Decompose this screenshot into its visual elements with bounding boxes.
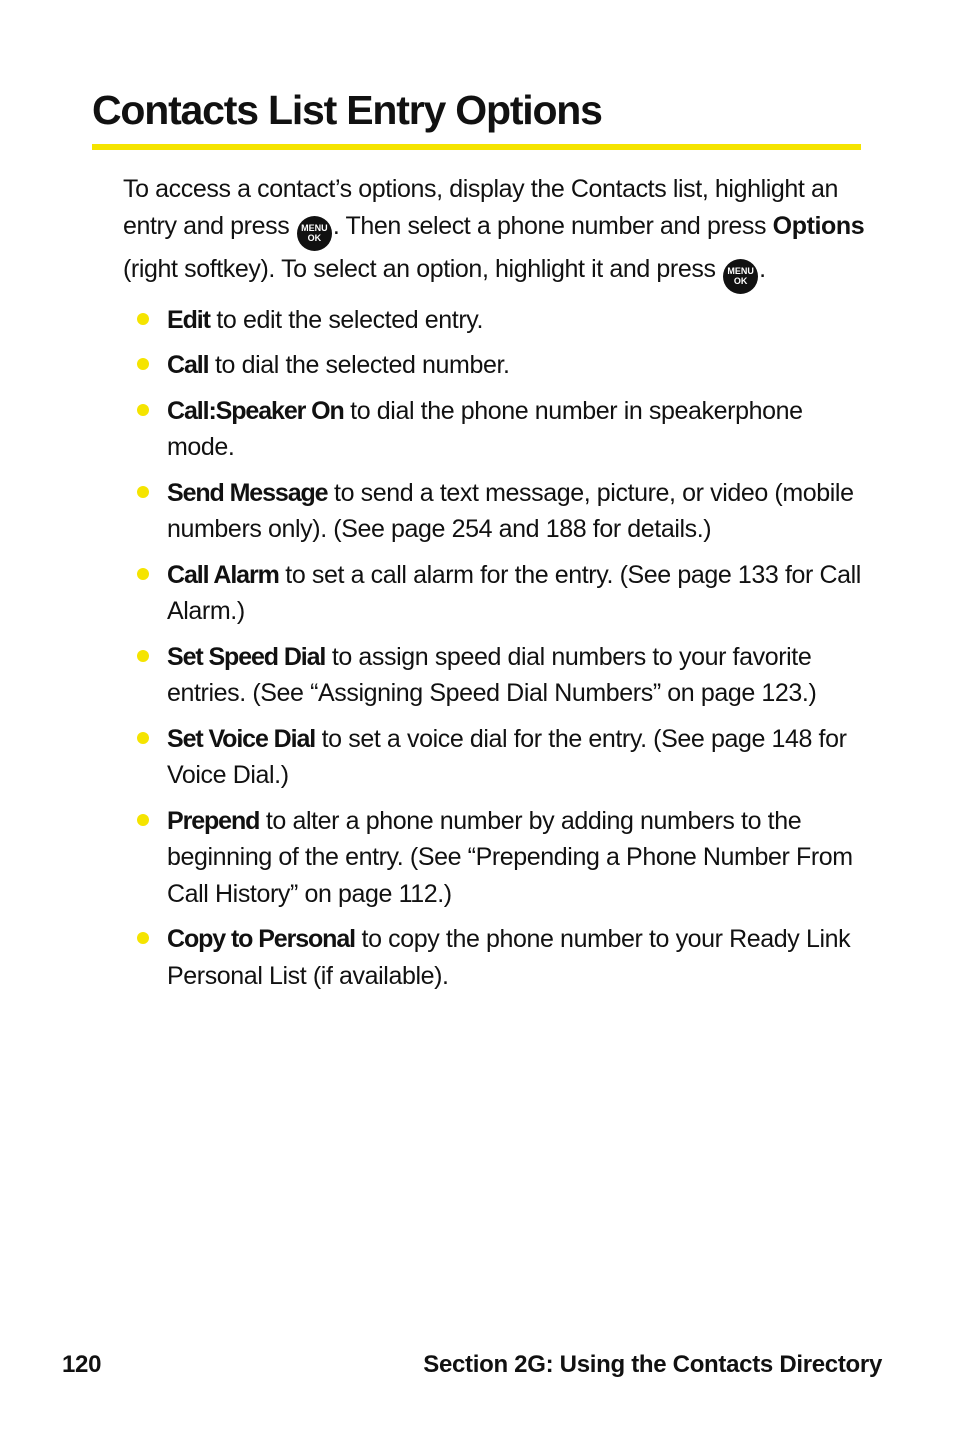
- list-item: [123, 475, 868, 548]
- page-body: [123, 171, 868, 1003]
- list-item: [123, 347, 868, 384]
- page-number: 120: [62, 1351, 102, 1378]
- intro-text-2: . Then select a phone number and press: [332, 211, 773, 240]
- option-description: to dial the phone number in speakerphone mode.: [167, 396, 803, 461]
- list-item: [123, 803, 868, 913]
- bullet-icon: [137, 568, 149, 580]
- option-term: Call:Speaker On: [167, 396, 344, 425]
- option-description: to copy the phone number to your Ready Link Personal List (if available).: [167, 925, 851, 990]
- list-item: [123, 557, 868, 630]
- option-term: Call Alarm: [167, 560, 279, 589]
- options-label: Options: [772, 211, 865, 240]
- option-term: Send Message: [167, 478, 328, 507]
- list-item: [123, 921, 868, 994]
- option-description: to send a text message, picture, or video (mobile numbers only). (See page 254 and 188 for details.): [167, 478, 854, 543]
- option-term: Call: [167, 351, 209, 379]
- bullet-icon: [137, 732, 149, 744]
- bullet-icon: [137, 358, 149, 370]
- options-list: [123, 302, 868, 995]
- list-item: [123, 721, 868, 794]
- option-term: Set Voice Dial: [167, 724, 316, 753]
- option-description: to assign speed dial numbers to your favorite entries. (See “Assigning Speed Dial Numbers” on page 123.): [167, 642, 817, 707]
- bullet-icon: [137, 814, 149, 826]
- bullet-icon: [137, 932, 149, 944]
- option-term: Set Speed Dial: [167, 642, 326, 671]
- bullet-icon: [137, 404, 149, 416]
- bullet-icon: [137, 486, 149, 498]
- option-term: Edit: [167, 305, 210, 334]
- intro-text-3: (right softkey). To select an option, highlight it and press: [123, 254, 723, 283]
- option-description: to alter a phone number by adding numbers to the beginning of the entry. (See “Prepending a Phone Number From Call History” on page 112.): [167, 806, 853, 908]
- menu-ok-key-icon: MENU OK: [723, 259, 758, 294]
- list-item: [123, 639, 868, 712]
- option-description: to set a voice dial for the entry. (See page 148 for Voice Dial.): [167, 724, 847, 789]
- option-description: to dial the selected number.: [208, 351, 510, 379]
- intro-paragraph: [123, 171, 868, 294]
- option-description: to set a call alarm for the entry. (See page 133 for Call Alarm.): [167, 560, 861, 625]
- list-item: [123, 393, 868, 466]
- list-item: [123, 302, 868, 339]
- option-term: Prepend: [167, 806, 260, 835]
- bullet-icon: [137, 313, 149, 325]
- intro-text-1: To access a contact’s options, display the Contacts list, highlight an entry and press: [123, 175, 839, 240]
- section-title: Section 2G: Using the Contacts Directory: [423, 1351, 882, 1378]
- title-underline: [92, 144, 861, 150]
- option-description: to edit the selected entry.: [209, 305, 484, 334]
- bullet-icon: [137, 650, 149, 662]
- option-term: Copy to Personal: [167, 925, 355, 953]
- menu-ok-key-icon: MENU OK: [297, 216, 332, 251]
- intro-text-4: .: [759, 254, 766, 283]
- page-title: Contacts List Entry Options: [92, 87, 602, 133]
